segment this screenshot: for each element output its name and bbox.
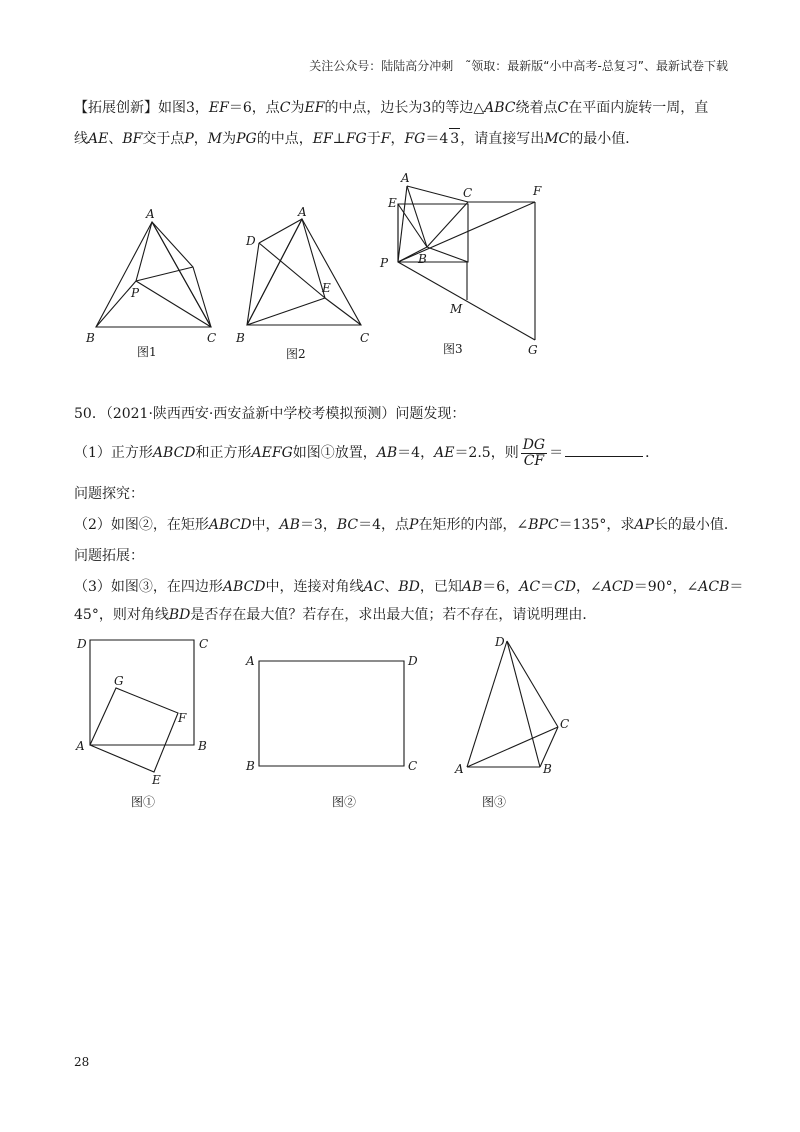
text: ＝6， (482, 579, 520, 595)
fig2-label-a: A (298, 205, 307, 219)
fig1-caption: 图1 (137, 345, 157, 359)
text: AB (279, 517, 300, 533)
text: EF (304, 100, 325, 116)
figc3-label-a: A (455, 762, 464, 776)
figc1-label-a: A (76, 739, 85, 753)
figc3-label-c: C (560, 717, 570, 731)
text: BD (168, 607, 191, 623)
text: AC (519, 579, 541, 595)
text: ⊥ (332, 131, 346, 147)
text: 、 (384, 579, 399, 595)
text: P (409, 517, 419, 533)
page-header: 关注公众号：陆陆高分冲刺 ˜领取：最新版“小中高考-总复习”、最新试卷下载 (309, 59, 728, 73)
expand-title: 问题拓展： (74, 548, 144, 564)
text: ABCD (208, 517, 252, 533)
figc3-line (507, 641, 540, 767)
text: AEFG (251, 445, 293, 461)
text: MC (544, 131, 570, 147)
text: EF (208, 100, 229, 116)
text: ，已知 (419, 579, 462, 595)
text: C (279, 100, 291, 116)
text: 线 (74, 131, 88, 147)
figc1-label-b: B (198, 739, 207, 753)
fig3-label-g: G (528, 343, 538, 357)
text: ＝ (540, 579, 555, 595)
figc1-square-abcd (90, 640, 194, 745)
text: ＝4 (425, 131, 449, 147)
figc1-square-aefg (90, 688, 178, 772)
fig2-caption: 图2 (286, 347, 306, 361)
text: PG (236, 131, 257, 147)
fig2-label-e: E (322, 281, 331, 295)
figc1-label-g: G (114, 674, 124, 688)
text: 交于点 (142, 131, 185, 147)
text: AE (88, 131, 109, 147)
text: ＝4，点 (358, 517, 410, 533)
text: BPC (528, 517, 559, 533)
figc3-line (507, 641, 558, 727)
text: ＝ (729, 579, 744, 595)
fig2-label-d: D (246, 234, 256, 248)
text: AC (363, 579, 385, 595)
figc3-line (467, 727, 558, 767)
fig3-caption: 图3 (443, 342, 463, 356)
figc1-caption: 图① (131, 795, 156, 809)
text: 在平面内旋转一周，直 (568, 100, 709, 116)
figc3-line (540, 727, 558, 767)
fig3-label-e: E (388, 196, 397, 210)
figc1-label-e: E (152, 773, 161, 787)
problem-number: 50． (74, 406, 106, 422)
problem-source: （2021·陕西西安·西安益新中学校考模拟预测）问题发现： (105, 406, 466, 422)
fig3-label-a: A (401, 171, 410, 185)
text: ． (645, 445, 660, 461)
text: ＝2.5，则 (454, 445, 519, 461)
text: AE (434, 445, 455, 461)
text: 绕着点 (515, 100, 558, 116)
text: AB (461, 579, 483, 595)
text: ，∠ (575, 579, 602, 595)
text: ， (193, 131, 208, 147)
text: 和正方形 (195, 445, 252, 461)
text: P (184, 131, 194, 147)
text: C (557, 100, 569, 116)
text: 于 (366, 131, 381, 147)
text: ACB (698, 579, 730, 595)
figc1-label-f: F (178, 711, 187, 725)
text: FG (404, 131, 426, 147)
text: BC (336, 517, 359, 533)
text: 如图3， (158, 100, 209, 116)
figc2-label-c: C (408, 759, 418, 773)
text: 长的最小值． (653, 517, 738, 533)
extension-tag: 【拓展创新】 (74, 100, 158, 116)
fig3-label-c: C (463, 186, 473, 200)
fig3-label-p: P (380, 256, 389, 270)
text: 的中点，边长为3的等边△ (324, 100, 485, 116)
figc1-label-c: C (199, 637, 209, 651)
fraction-denominator: CF (523, 452, 545, 469)
fraction-numerator: DG (522, 436, 546, 453)
text: CD (554, 579, 576, 595)
text: BD (398, 579, 420, 595)
fig2-label-c: C (360, 331, 370, 345)
text: ACD (601, 579, 634, 595)
text: 的中点， (256, 131, 313, 147)
fig1-label-a: A (146, 207, 155, 221)
text: M (207, 131, 223, 147)
fig2-label-b: B (236, 331, 245, 345)
text: 是否存在最大值？若存在，求出最大值；若不存在，请说明理由． (190, 607, 597, 623)
text: 中， (251, 517, 280, 533)
text: 的最小值． (569, 131, 640, 147)
figure-circle-1 (75, 637, 208, 809)
text: ＝3， (299, 517, 337, 533)
fig1-label-p: P (131, 286, 140, 300)
figc2-label-b: B (246, 759, 255, 773)
text: ABC (484, 100, 516, 116)
figc2-label-a: A (246, 654, 255, 668)
text: ＝135°，求 (558, 517, 635, 533)
explore-title: 问题探究： (74, 486, 144, 502)
text: ABCD (222, 579, 266, 595)
fig3-label-b: B (418, 252, 427, 266)
text: 中，连接对角线 (265, 579, 364, 595)
text: ＝90°，∠ (633, 579, 699, 595)
text: F (380, 131, 391, 147)
figc3-label-d: D (495, 635, 505, 649)
page-number: 28 (74, 1055, 90, 1069)
text: （3）如图③，在四边形 (74, 579, 223, 595)
text: AP (634, 517, 654, 533)
fig3-label-m: M (450, 302, 463, 316)
text: 在矩形的内部，∠ (418, 517, 529, 533)
text: （1）正方形 (74, 445, 153, 461)
text: 如图①放置， (292, 445, 377, 461)
text: （2）如图②，在矩形 (74, 517, 209, 533)
figc2-rectangle (259, 661, 404, 766)
figc3-label-b: B (543, 762, 552, 776)
figc3-caption: 图③ (482, 795, 507, 809)
fig1-label-b: B (86, 331, 95, 345)
figc1-label-d: D (77, 637, 87, 651)
figc2-caption: 图② (332, 795, 357, 809)
text: 、 (108, 131, 123, 147)
figure-circle-3 (454, 635, 569, 809)
text: FG (345, 131, 367, 147)
figure-circle-2 (245, 654, 418, 809)
text: 45°，则对角线 (74, 607, 169, 623)
text: EF (312, 131, 333, 147)
figc3-line (467, 641, 507, 767)
text: BF (122, 131, 143, 147)
text: ＝ (549, 445, 564, 461)
text: ＝6，点 (228, 100, 280, 116)
text: ， (390, 131, 405, 147)
text: 为 (222, 131, 237, 147)
fig1-label-c: C (207, 331, 217, 345)
figc2-label-d: D (408, 654, 418, 668)
text: 为 (290, 100, 305, 116)
fig3-label-f: F (533, 184, 542, 198)
text: ABCD (152, 445, 196, 461)
text: ＝4， (397, 445, 435, 461)
sqrt-radicand: 3 (449, 128, 460, 149)
text: ，请直接写出 (460, 131, 545, 147)
text: AB (376, 445, 398, 461)
